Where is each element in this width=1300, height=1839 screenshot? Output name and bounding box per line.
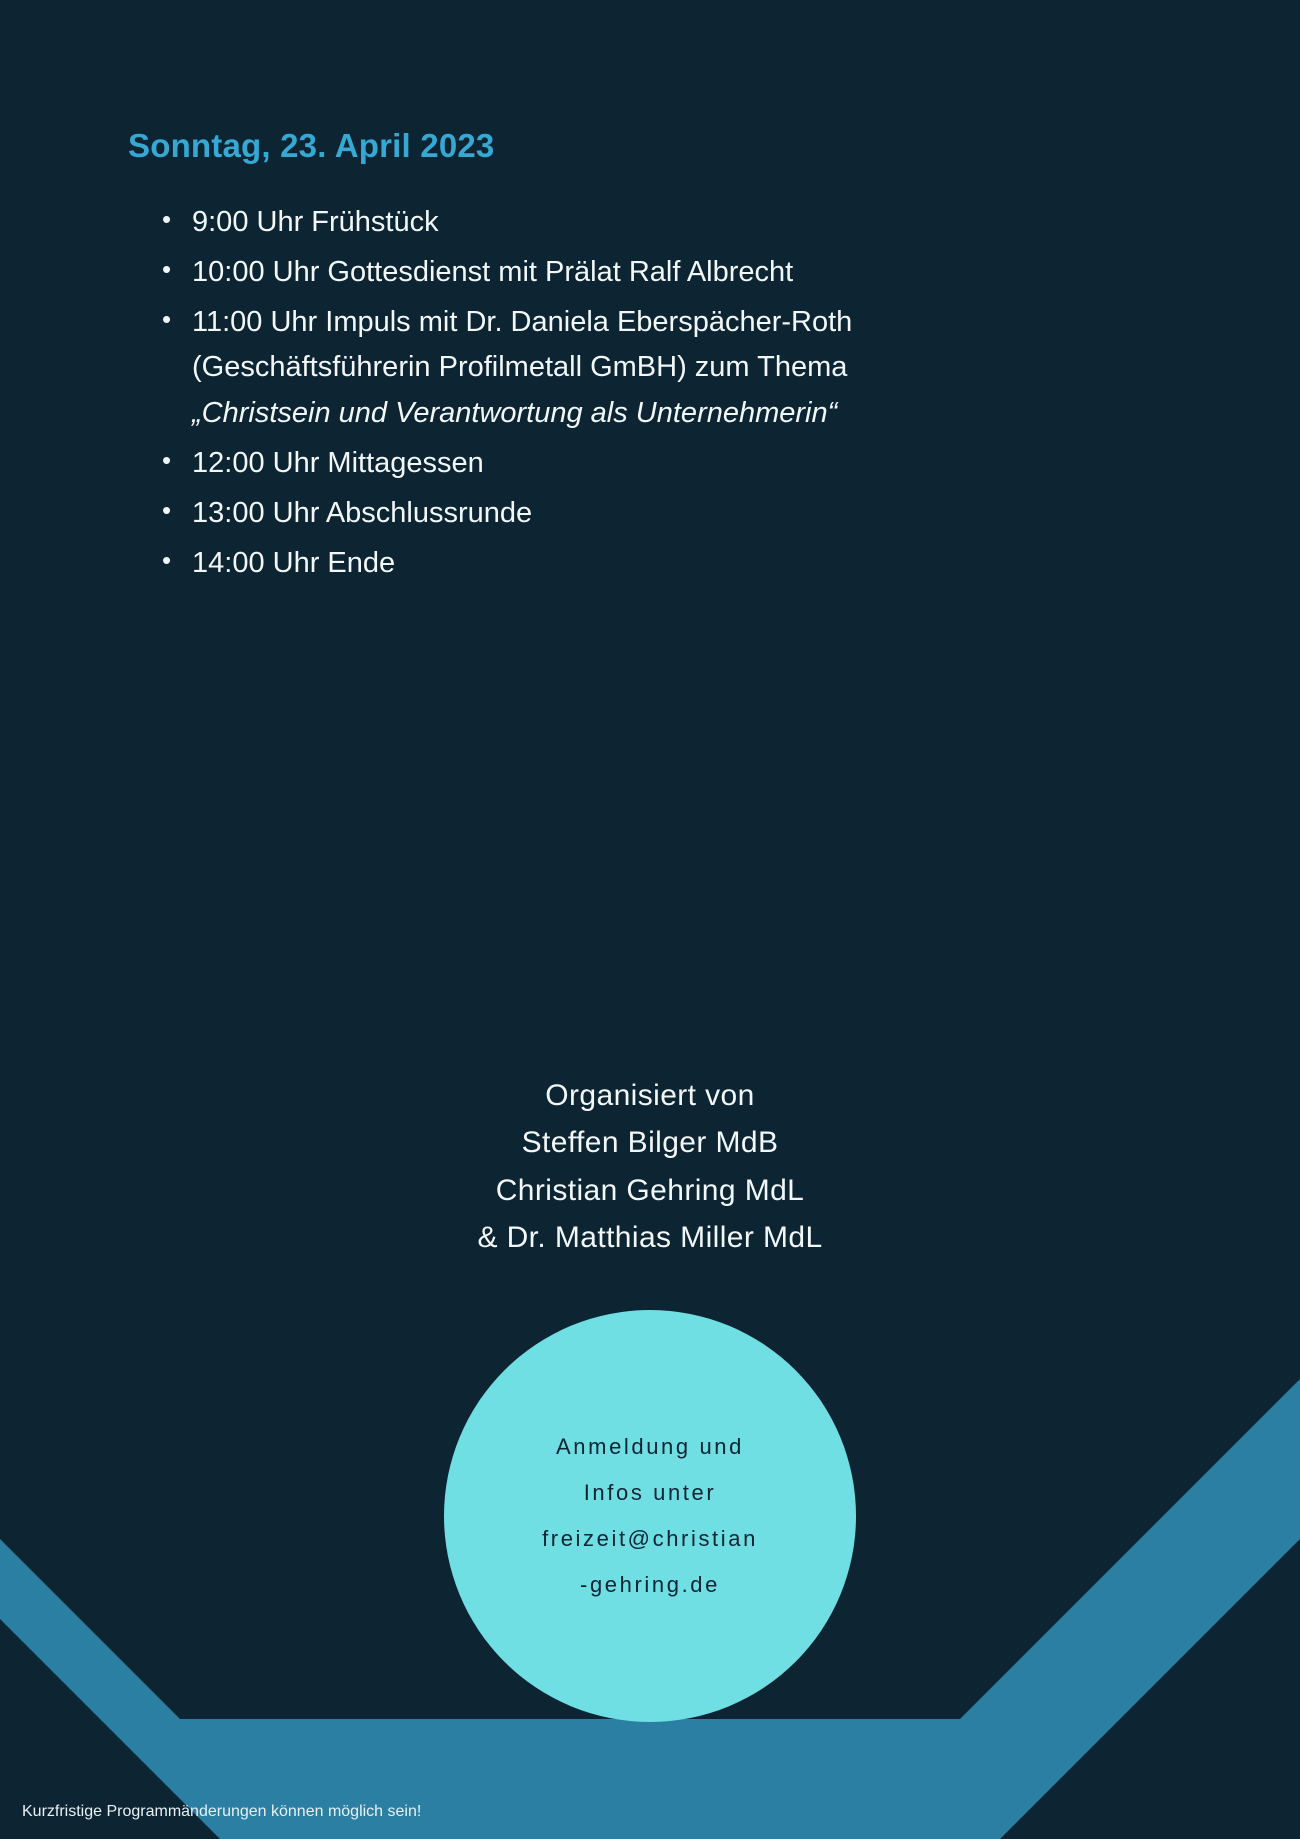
list-item xyxy=(150,491,1070,537)
list-item xyxy=(150,441,1070,487)
list-item xyxy=(150,250,1070,296)
organizers-intro: Organisiert von xyxy=(545,1079,755,1112)
schedule-item-text: 10:00 Uhr Gottesdienst mit Prälat Ralf Albrecht xyxy=(192,255,794,288)
organizer-name-1: Steffen Bilger MdB xyxy=(521,1126,779,1160)
schedule-item-text: 12:00 Uhr Mittagessen xyxy=(192,447,484,480)
contact-line-2: Infos unter xyxy=(583,1479,717,1505)
schedule-item-text: 13:00 Uhr Abschlussrunde xyxy=(192,496,533,529)
contact-email-line-2: -gehring.de xyxy=(580,1572,720,1598)
schedule-item-text: 11:00 Uhr Impuls mit Dr. Daniela Eberspächer-Roth (Geschäftsführerin Profilmetall GmBH) zum Thema xyxy=(192,305,853,384)
contact-circle xyxy=(444,1310,856,1722)
list-item xyxy=(150,300,1070,437)
schedule-item-text: 14:00 Uhr Ende xyxy=(192,546,396,579)
schedule-item-text: 9:00 Uhr Frühstück xyxy=(192,206,439,238)
organizer-name-2: Christian Gehring MdL xyxy=(495,1173,805,1207)
schedule-item-quote: „Christsein und Verantwortung als Unternehmerin“ xyxy=(192,397,838,430)
contact-line-1: Anmeldung und xyxy=(556,1433,744,1459)
schedule-list xyxy=(150,200,1070,591)
organizers-block xyxy=(0,1072,1300,1262)
organizer-name-3: & Dr. Matthias Miller MdL xyxy=(477,1221,823,1255)
list-item xyxy=(150,200,1070,246)
list-item xyxy=(150,541,1070,587)
contact-email-line-1: freizeit@christian xyxy=(542,1526,758,1551)
footnote: Kurzfristige Programmänderungen können möglich sein! xyxy=(22,1803,422,1820)
day-title: Sonntag, 23. April 2023 xyxy=(128,127,495,164)
